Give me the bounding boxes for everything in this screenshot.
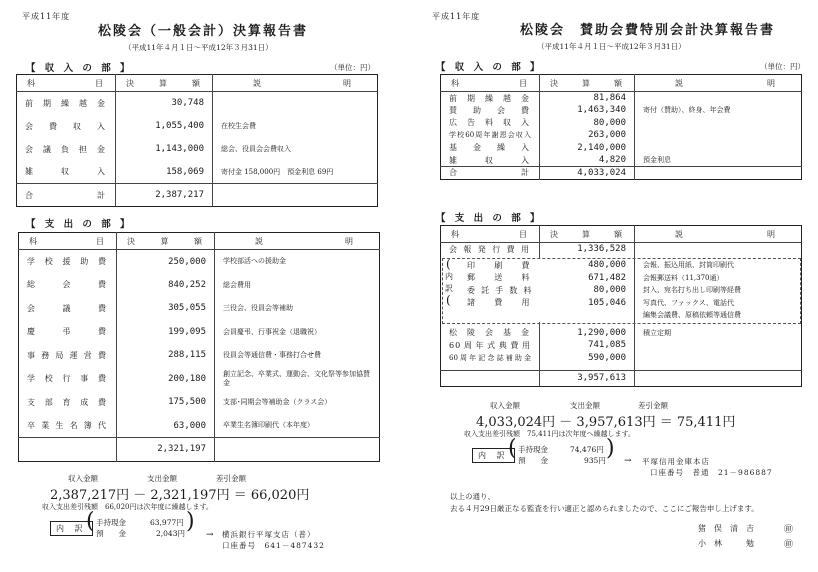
fiscal-year: 平成11年度: [432, 12, 481, 21]
report-title: 松陵会 賛助会費特別会計決算報告書: [520, 23, 776, 38]
table-row: 卒業生名簿代 63,000 卒業生名簿印刷代（本年度）: [19, 414, 380, 438]
expense-table: [440, 225, 802, 387]
report-period: （平成11年４月１日～平成12年３月31日）: [124, 43, 273, 52]
header-amount: 決算額: [117, 233, 215, 250]
balance-equation: 2,387,217円 － 2,321,197円 ＝ 66,020円: [50, 488, 310, 503]
cash-amount: 63,977円: [150, 518, 184, 527]
breakdown-label: 内 訳: [50, 521, 93, 536]
table-row: 雑収入 158,069 寄付金 158,000円 預金利息 69円: [17, 161, 378, 184]
header-item: 科目: [441, 75, 540, 92]
header-amount: 決算額: [540, 75, 635, 92]
left-bracket-bottom-icon: (: [446, 293, 451, 307]
fiscal-year: 平成11年度: [22, 12, 71, 21]
expense-total-label: 支出金額: [570, 401, 600, 410]
account-number: 口座番号 普通 21－986887: [650, 467, 773, 477]
table-row: 学校行事費 200,180 創立記念、卒業式、運動会、文化祭等参加協賛金: [19, 367, 380, 391]
breakdown-row: 印刷費 480,000 会報、振込用紙、封筒印刷代: [467, 260, 734, 271]
audit-line-1: 以上の通り、: [450, 492, 495, 501]
table-row: 雑収入 4,820 預金利息: [441, 154, 802, 167]
header-amount: 決算額: [540, 226, 635, 243]
breakdown-row-continued: 編集会議費、原稿依頼等通信費: [441, 309, 802, 322]
expense-section-label: 【 支 出 の 部 】: [26, 219, 133, 230]
total-row: 合計 4,033,024: [441, 167, 802, 180]
header-item: 科目: [17, 75, 116, 92]
bank-name: 横浜銀行平塚支店（普）: [222, 530, 316, 539]
auditor-1: 猪俣清吉: [698, 524, 762, 533]
balance-label: 差引金額: [216, 474, 246, 483]
total-row: 3,957,613: [441, 370, 802, 386]
breakdown-row: 諸費用 105,046 写真代、ファックス、電話代: [467, 297, 734, 308]
income-section-label: 【 収 入 の 部 】: [26, 63, 133, 74]
unit-label: （単位：円）: [330, 63, 375, 72]
bank-account: [222, 530, 325, 552]
header-description: 説明: [635, 75, 802, 92]
expense-section-label: 【 支 出 の 部 】: [436, 213, 543, 224]
seal-icon: ㊞: [784, 525, 794, 535]
breakdown-label: 内 訳: [472, 448, 515, 463]
breakdown-side-label-2: 訳: [445, 284, 453, 293]
income-total-label: 収入金額: [490, 401, 520, 410]
left-bracket-top-icon: (: [446, 257, 451, 271]
table-row: 学校援助費 250,000 学校部活への援助金: [19, 250, 380, 274]
cash-label: 手持現金: [96, 518, 126, 527]
table-row: 会費収入 1,055,400 在校生会費: [17, 115, 378, 138]
breakdown-row: 郵送料 671,482 会報郵送料（11,370通）: [467, 272, 724, 283]
seal-icon: ㊞: [784, 540, 794, 550]
deposit-amount: 935円: [584, 456, 606, 465]
balance-breakdown: ( 手持現金 63,977円 預 金 2,043円 ): [86, 509, 195, 538]
report-title: 松陵会（一般会計）決算報告書: [98, 24, 309, 39]
expense-total-label: 支出金額: [147, 474, 177, 483]
table-row: 学校60周年謝恩会収入 263,000: [441, 129, 802, 142]
income-section-label: 【 収 入 の 部 】: [436, 62, 543, 73]
income-table: [16, 74, 378, 207]
audit-statement: [450, 491, 759, 515]
bank-name: 平塚信用金庫本店: [642, 457, 710, 466]
header-item: 科目: [441, 226, 540, 243]
income-total-label: 収入金額: [68, 474, 98, 483]
unit-label: （単位：円）: [760, 62, 805, 71]
cash-label: 手持現金: [518, 445, 548, 454]
table-row: 賛助会費 1,463,340 寄付（賛助）、終身、年会費: [441, 104, 802, 117]
carry-over-note: 収入支出差引残額 75,411円は次年度へ繰越します。: [464, 430, 635, 438]
table-row: 広告料収入 80,000: [441, 117, 802, 130]
table-row: 60周年記念誌補助金 590,000: [441, 352, 802, 365]
deposit-label: 預 金: [518, 456, 548, 465]
table-row: 松陵会基金 1,290,000 積立定期: [441, 327, 802, 340]
expense-table: [18, 232, 380, 462]
table-row: 事務局運営費 288,115 役員会等通信費・事務打合せ費: [19, 344, 380, 368]
breakdown-row: 委託手数料 80,000 封入、宛名打ち出し印刷等経費: [467, 285, 741, 296]
header-description: 説明: [215, 233, 380, 250]
income-table: [440, 74, 802, 180]
header-item: 科目: [19, 233, 117, 250]
table-row: 会議負担金 1,143,000 総会、役員会会費収入: [17, 138, 378, 161]
table-row: 会議費 305,055 三役会、役員会等補助: [19, 297, 380, 321]
auditor-2: 小林 勉: [698, 539, 762, 548]
supporting-fee-account-report: [410, 0, 818, 572]
total-row: 合計 2,387,217: [17, 184, 378, 207]
total-row: 2,321,197: [19, 438, 380, 462]
carry-over-note: 収入支出差引残額 66,020円は次年度に繰越します。: [42, 503, 213, 511]
table-row: 前期繰越金 30,748: [17, 92, 378, 115]
header-description: 説明: [213, 75, 378, 92]
balance-label: 差引金額: [638, 401, 668, 410]
breakdown-side-label-1: 内: [445, 272, 453, 281]
balance-equation: 4,033,024円 － 3,957,613円 ＝ 75,411円: [476, 415, 736, 430]
report-period: （平成11年４月１日～平成12年３月31日）: [537, 42, 686, 51]
arrow-icon: →: [206, 530, 214, 540]
account-number: 口座番号 641－487432: [222, 540, 325, 550]
deposit-label: 預 金: [96, 529, 126, 538]
balance-breakdown: ( 手持現金 74,476円 預 金 935円 ): [508, 436, 615, 465]
table-row: 支部育成費 175,500 支部･同期会等補助金（クラス会）: [19, 391, 380, 415]
table-row: 慶弔費 199,095 会員慶弔、行事祝金（退職祝）: [19, 320, 380, 344]
audit-line-2: 去る４月29日厳正なる監査を行い適正と認められましたので、ここにご報告申し上げます。: [450, 504, 759, 513]
table-row: 基金繰入 2,140,000: [441, 142, 802, 155]
deposit-amount: 2,043円: [156, 529, 185, 538]
arrow-icon: →: [624, 456, 632, 466]
header-amount: 決算額: [116, 75, 213, 92]
table-row: 前期繰越金 81,864: [441, 92, 802, 105]
header-description: 説明: [635, 226, 802, 243]
table-row: 60周年式典費用 741,085: [441, 339, 802, 352]
table-row: 総会費 840,252 総会費用: [19, 273, 380, 297]
bank-account: [642, 457, 773, 479]
cash-amount: 74,476円: [570, 445, 604, 454]
table-row: 会報発行費用 1,336,528: [441, 243, 802, 256]
